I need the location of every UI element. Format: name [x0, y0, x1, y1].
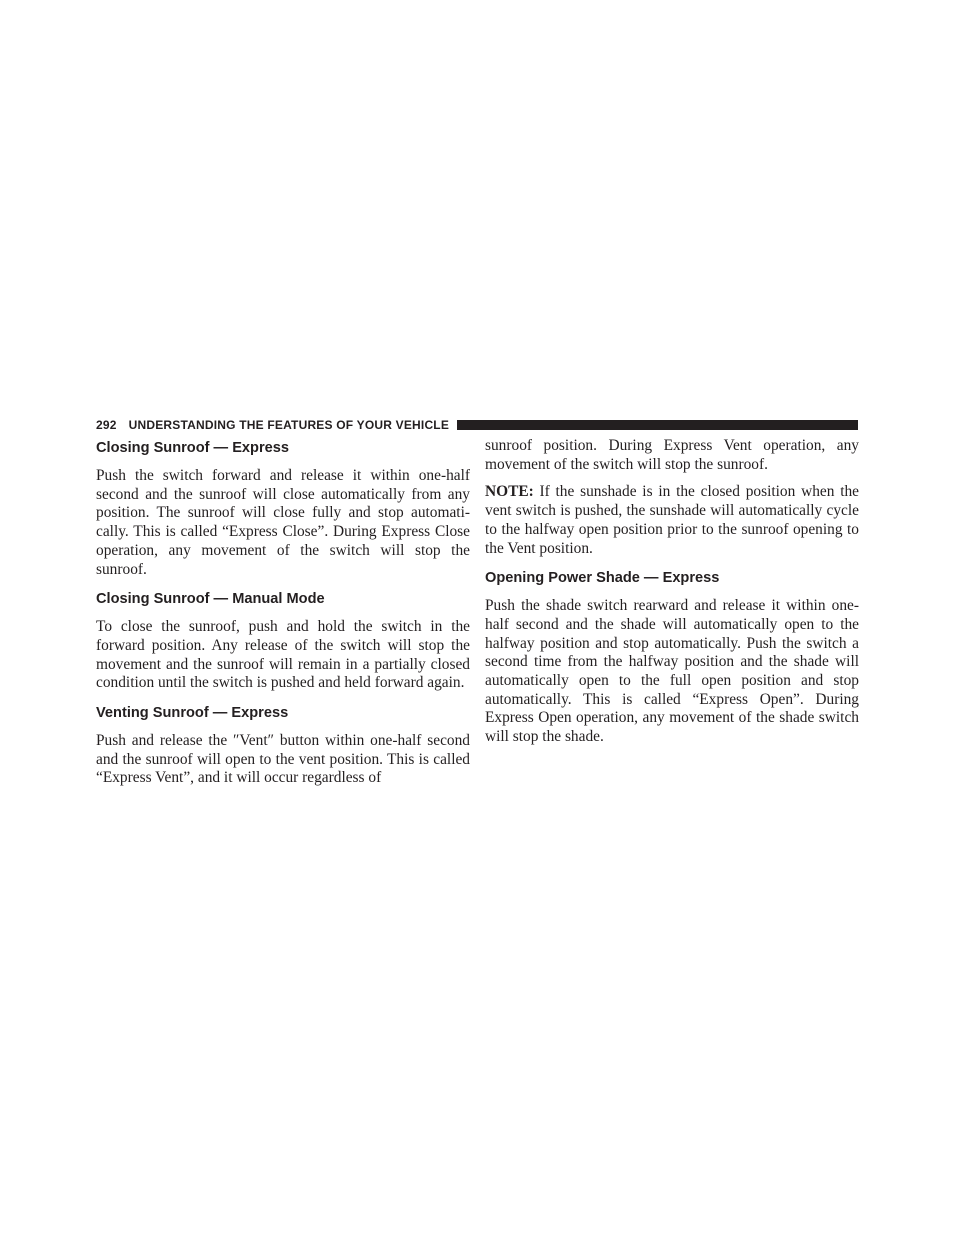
section-heading: Closing Sunroof — Manual Mode: [96, 591, 325, 608]
section-closing-express: [96, 437, 470, 579]
section-opening-shade: [485, 567, 859, 747]
section-heading: Opening Power Shade — Express: [485, 570, 720, 587]
section-body: Push the shade switch rearward and release it within one-half second and the shade will automatically open to the halfway position and stop automatically. Push the switch a second time from the halfway position and the shade will automatically open to the full open position and stop automatically. This is called “Express Open”. During Express Open operation, any movement of the shade switch will stop the shade.: [485, 597, 859, 746]
section-body: To close the sunroof, push and hold the switch in the forward position. Any release of the switch will stop the movement and the sunroof will remain in a partially closed condition until the switch is pushed and held forward again.: [96, 618, 470, 692]
page-header: [96, 417, 858, 433]
note-text: If the sunshade is in the closed position when the vent switch is pushed, the sunshade will automatically cycle to the halfway open position prior to the sunroof opening to the Vent position.: [485, 483, 859, 557]
section-body: Push and release the ″Vent″ button within one-half second and the sunroof will open to the vent position. This is called “Express Vent”, and it will occur regardless of: [96, 732, 470, 787]
continuation-paragraph: sunroof position. During Express Vent operation, any movement of the switch will stop the sunroof.: [485, 437, 859, 473]
left-column: [96, 437, 470, 797]
note-label: NOTE:: [485, 483, 534, 501]
running-title: UNDERSTANDING THE FEATURES OF YOUR VEHICLE: [128, 418, 450, 432]
section-heading: Venting Sunroof — Express: [96, 705, 289, 722]
section-closing-manual: [96, 588, 470, 693]
header-rule: [457, 420, 858, 430]
page-number: 292: [96, 418, 117, 432]
right-column: [485, 437, 859, 756]
note-paragraph: [485, 483, 859, 558]
section-heading: Closing Sunroof — Express: [96, 440, 289, 456]
section-venting-express: [96, 702, 470, 788]
section-body: Push the switch forward and release it within one-half second and the sunroof will close automatically from any position. The sunroof will close fully and stop automatically. This is called “Express Close”. During Express Close operation, any movement of the switch will stop the sunroof.: [96, 467, 470, 578]
